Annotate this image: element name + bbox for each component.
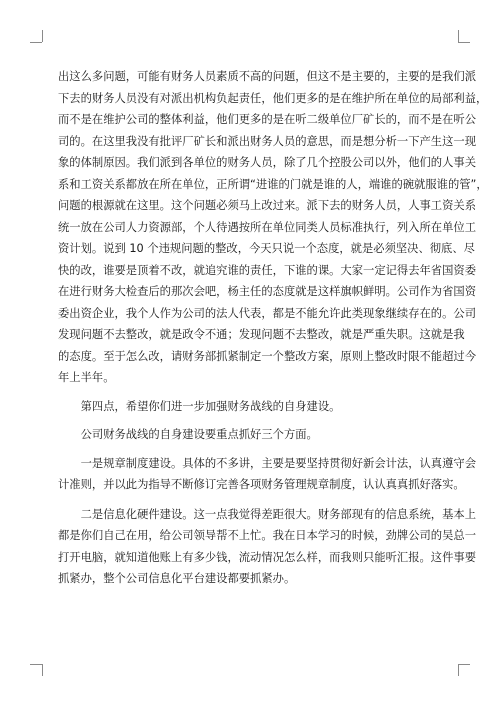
text-line: 都是你们自己在用，给公司领导帮不上忙。我在日本学习的时候，劲牌公司的吴总一: [58, 529, 476, 542]
crop-mark-top-left-v: [42, 30, 43, 42]
text-line: 一是规章制度建设。具体的不多讲，主要是要坚持贯彻好新会计法，认真遵守会: [58, 456, 476, 470]
paragraph-spacer: [58, 446, 442, 453]
document-body: [58, 66, 488, 590]
paragraph-5: [58, 504, 476, 590]
text-line: 二是信息化硬件建设。这一点我觉得差距很大。财务部现有的信息系统，基本上: [58, 507, 476, 521]
paragraph-spacer: [58, 389, 442, 396]
crop-mark-bottom-right-h: [458, 664, 470, 665]
text-line: 象的体制原因。我们派到各单位的财务人员，除了几个控股公司以外，他们的人事关: [58, 156, 476, 169]
crop-mark-top-right-h: [458, 42, 470, 43]
paragraph-4: [58, 453, 476, 496]
text-line: 问题的根源就在这里。这个问题必须马上改过来。派下去的财务人员，人事工资关系: [58, 199, 476, 212]
text-line: 抓紧办，整个公司信息化平台建设都要抓紧办。: [58, 572, 296, 585]
text-line: 的态度。至于怎么改，请财务部抓紧制定一个整改方案，原则上整改时限不能超过今: [58, 349, 476, 363]
paragraph-3: [58, 424, 442, 446]
text-line: 年上半年。: [58, 371, 115, 384]
crop-mark-bottom-left-v: [42, 664, 43, 676]
paragraph-2: [58, 396, 442, 418]
crop-mark-top-right-v: [458, 30, 459, 42]
paragraph-spacer: [58, 417, 442, 424]
text-line: 计准则，并以此为指导不断修订完善各项财务管理规章制度，认认真真抓好落实。: [58, 478, 465, 491]
text-line: 资计划。说到 10 个违规问题的整改，今天只说一个态度，就是必须坚决、彻底、尽: [58, 242, 475, 255]
crop-mark-bottom-left-h: [30, 664, 42, 665]
text-line: 发现问题不去整改，就是政令不通；发现问题不去整改，就是严重失职。这就是我: [58, 328, 465, 341]
crop-mark-top-left-h: [30, 42, 42, 43]
text-line: 出这么多问题，可能有财务人员素质不高的问题，但这不是主要的，主要的是我们派: [58, 70, 476, 83]
text-line: 委出资企业，我个人作为公司的法人代表，都是不能允许此类现象继续存在的。公司: [58, 306, 476, 320]
text-line: 在进行财务大检查后的那次会吧，杨主任的态度就是这样旗帜鲜明。公司作为省国资: [58, 285, 476, 298]
text-line: 公司财务战线的自身建设要重点抓好三个方面。: [58, 428, 318, 441]
text-line: 统一放在公司人力资源部，个人待遇按所在单位同类人员标准执行，列入所在单位工: [58, 220, 476, 234]
paragraph-1: [58, 66, 488, 389]
text-line: 打开电脑，就知道他账上有多少钱，流动情况怎么样，而我则只能听汇报。这件事要: [58, 550, 476, 564]
text-line: 系和工资关系都放在所在单位，正所谓“进谁的门就是谁的人，端谁的碗就服谁的管”，: [58, 177, 488, 191]
paragraph-spacer: [58, 496, 442, 504]
text-line: 司的。在这里我没有批评厂矿长和派出财务人员的意思，而是想分析一下产生这一现: [58, 134, 476, 148]
crop-mark-bottom-right-v: [458, 664, 459, 676]
text-line: 而不是在维护公司的整体利益，他们更多的是在听二级单位厂矿长的，而不是在听公: [58, 113, 476, 126]
section-point-four: 第四点，希望你们进一步加强财务战线的自身建设。: [58, 399, 341, 413]
text-line: 下去的财务人员没有对派出机构负起责任，他们更多的是在维护所在单位的局部利益，: [58, 91, 488, 105]
text-line: 快的改，谁要是顶着不改，就追究谁的责任，下谁的课。大家一定记得去年省国资委: [58, 263, 476, 277]
